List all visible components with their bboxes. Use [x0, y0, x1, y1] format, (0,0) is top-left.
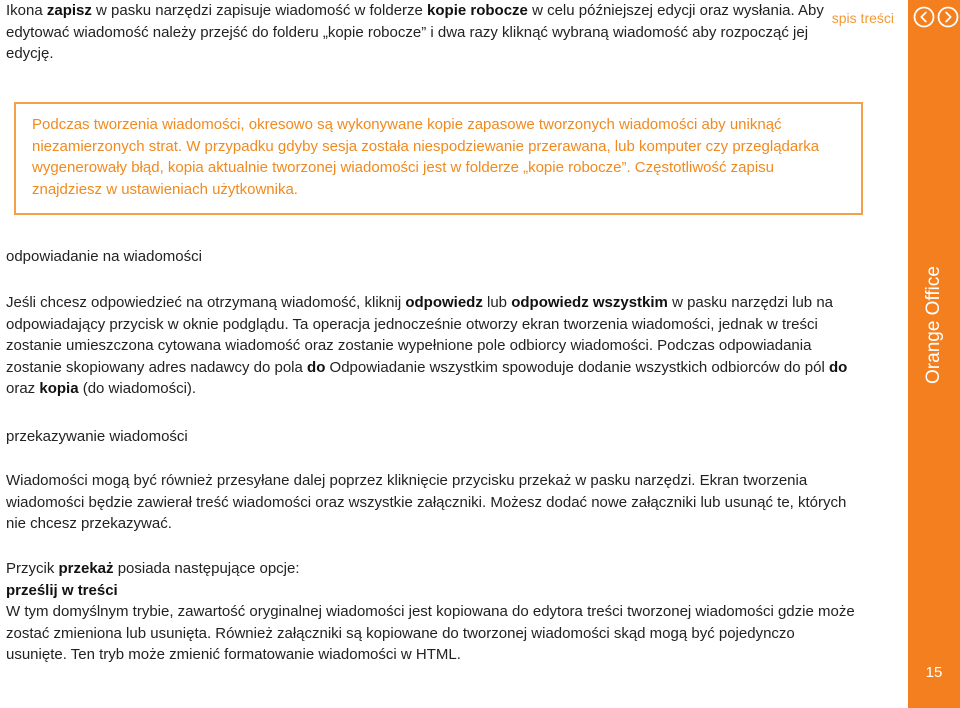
previous-page-button[interactable] — [913, 6, 935, 33]
text: w celu późniejszej edycji oraz wysłania. Aby edytować wiadomość należy przejść do folderu „kopie robocze” i dwa razy kliknąć wybraną wiadomość aby rozpocząć jej edycję. — [6, 2, 824, 62]
reply-heading: odpowiadanie na wiadomości — [6, 248, 202, 265]
forward-option-title — [6, 580, 856, 602]
text: w pasku narzędzi lub na odpowiadający przycisk w oknie podglądu. Ta operacja jednocześnie otworzy ekran tworzenia wiadomości, jednak w treści zostanie umieszczona cytowana wiadomość oraz zostanie wypełnione pole odbiorcy wiadomości. Podczas odpowiadania zostanie skopiowany adres nadawcy do pola — [6, 294, 834, 376]
bold-text: kopie robocze — [427, 2, 528, 19]
text: posiada następujące opcje: — [113, 560, 300, 577]
text: Odpowiadanie wszystkim spowoduje dodanie wszystkich odbiorców do pól — [325, 358, 829, 376]
reply-paragraph — [6, 292, 856, 400]
forward-options-intro — [6, 558, 856, 580]
forward-paragraph-1: Wiadomości mogą być również przesyłane dalej poprzez kliknięcie przycisku przekaż w pasku narzędzi. Ekran tworzenia wiadomości będzie zawierał treść wiadomości oraz wszystkie załączniki. Możesz dodać nowe załączniki lub usunąć te, których nie chcesz przekazywać. — [6, 472, 847, 532]
forward-option-description: W tym domyślnym trybie, zawartość oryginalnej wiadomości jest kopiowana do edytora treści tworzonej wiadomości gdzie może zostać zmieniona lub usunięta. Również załączniki są kopiowane do tworzonej wiadomości skąd mogą być pojedynczo usunięte. Ten tryb może zmienić formatowanie wiadomości w HTML. — [6, 603, 855, 663]
toc-link[interactable]: spis treści — [831, 10, 894, 26]
chevron-left-icon — [913, 6, 935, 28]
nav-buttons — [911, 6, 959, 33]
text: w pasku narzędzi zapisuje wiadomość w folderze — [91, 2, 428, 19]
info-callout — [14, 102, 863, 215]
bold-text: odpowiedz wszystkim — [511, 294, 668, 311]
bold-text: odpowiedz — [405, 294, 483, 311]
bold-text: zapisz — [46, 2, 92, 19]
text: (do wiadomości). — [78, 380, 197, 397]
chevron-right-icon — [937, 6, 959, 28]
top-navigation — [832, 6, 900, 30]
text: oraz — [6, 380, 40, 397]
text: Przycik — [6, 560, 59, 577]
text: Jeśli chcesz odpowiedzieć na otrzymaną wiadomość, kliknij — [6, 294, 406, 311]
intro-paragraph — [6, 0, 856, 65]
bold-text: do — [828, 358, 848, 376]
bold-text: prześlij w treści — [6, 581, 118, 599]
forward-options — [6, 558, 856, 666]
next-page-button[interactable] — [937, 6, 959, 33]
sidebar-title — [922, 262, 946, 388]
callout-text: Podczas tworzenia wiadomości, okresowo są wykonywane kopie zapasowe tworzonych wiadomości aby uniknąć niezamierzonych strat. W przypadku gdyby sesja została niespodziewanie przerawana, lub komputer czy przeglądarka wygenerowały błąd, kopia aktualnie tworzonej wiadomości jest w folderze „kopie robocze”. Częstotliwość zapisu znajdziesz w ustawieniach użytkownika. — [32, 116, 820, 198]
bold-text: przekaż — [58, 560, 114, 577]
forward-heading: przekazywanie wiadomości — [6, 428, 188, 445]
text: Ikona — [6, 2, 47, 19]
bold-text: do — [307, 358, 326, 376]
sidebar-title-text: Orange Office — [923, 266, 944, 384]
bold-text: kopia — [39, 380, 79, 397]
text: lub — [482, 294, 512, 311]
page-number: 15 — [925, 664, 943, 681]
